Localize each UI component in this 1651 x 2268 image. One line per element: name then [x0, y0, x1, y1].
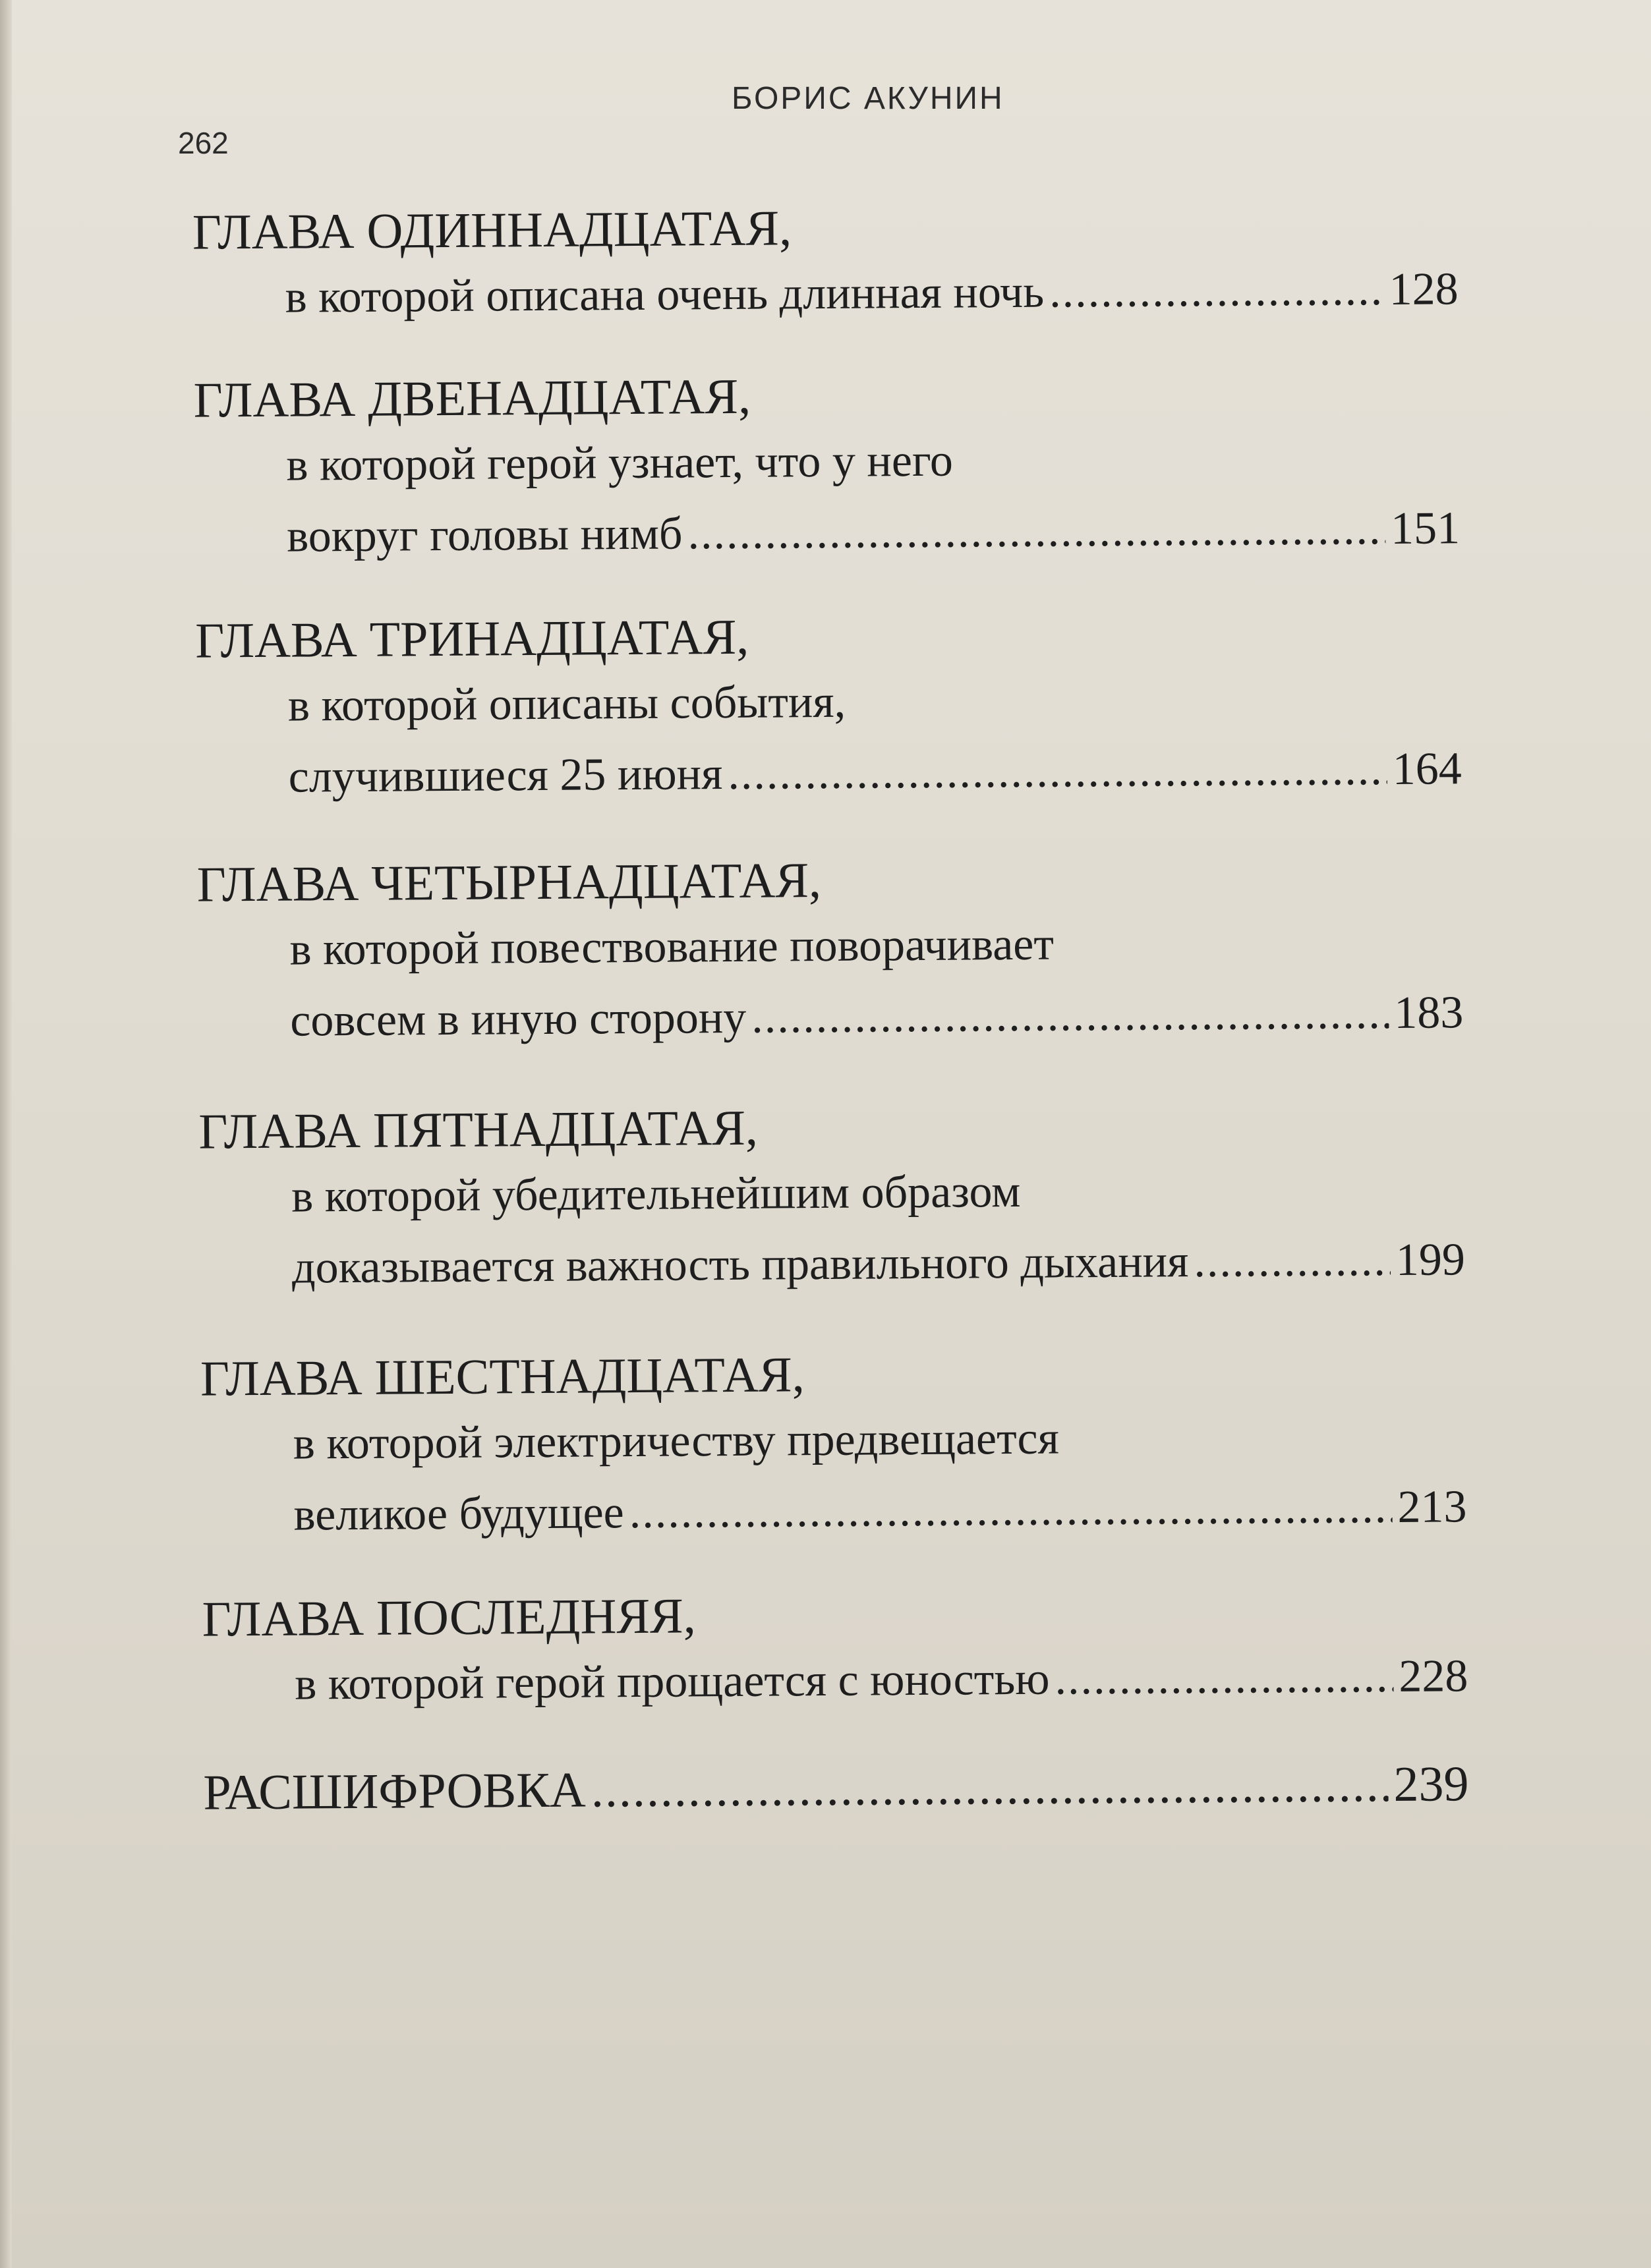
- toc-entry: [203, 1748, 1469, 1828]
- toc-leader-line: [192, 254, 1459, 333]
- chapter-subtitle: великое будущее: [293, 1487, 625, 1541]
- chapter-title: ГЛАВА ТРИНАДЦАТАЯ,: [195, 609, 749, 669]
- dot-leader: [1194, 1225, 1391, 1297]
- chapter-subtitle: в которой убедительнейшим образом: [291, 1166, 1021, 1222]
- chapter-subtitle: в которой герой узнает, что у него: [286, 435, 954, 491]
- chapter-title: ГЛАВА ПОСЛЕДНЯЯ,: [202, 1588, 696, 1647]
- toc-leader-line: [201, 1471, 1467, 1551]
- page-reference: 228: [1399, 1651, 1468, 1702]
- chapter-subtitle: случившиеся 25 июня: [288, 749, 723, 803]
- toc-leader-line: [198, 977, 1464, 1057]
- chapter-subtitle: в которой описаны события,: [287, 676, 846, 731]
- toc-entry: [192, 193, 1459, 333]
- running-head: БОРИС АКУНИН: [732, 81, 1004, 116]
- page-reference: 128: [1389, 264, 1459, 315]
- page-reference: 183: [1394, 987, 1464, 1038]
- chapter-subtitle: доказывается важность правильного дыхания: [291, 1236, 1189, 1293]
- dot-leader: [687, 494, 1385, 569]
- chapter-title: ГЛАВА ШЕСТНАДЦАТАЯ,: [200, 1347, 805, 1407]
- toc-entry: [197, 845, 1464, 1057]
- page-reference: 151: [1390, 503, 1461, 554]
- chapter-subtitle: в которой описана очень длинная ночь: [285, 266, 1045, 323]
- dot-leader: [1055, 1641, 1394, 1715]
- toc-entry: [200, 1340, 1467, 1551]
- toc-leader-line: [194, 493, 1461, 573]
- dot-leader: [1049, 254, 1384, 328]
- chapter-title: ГЛАВА ДВЕНАДЦАТАЯ,: [193, 368, 751, 428]
- chapter-subtitle: в которой повествование поворачивает: [289, 919, 1055, 975]
- dot-leader: [629, 1472, 1393, 1548]
- final-entry-label: РАСШИФРОВКА: [203, 1762, 587, 1821]
- chapter-title: ГЛАВА ЧЕТЫРНАДЦАТАЯ,: [196, 853, 822, 913]
- dot-leader: [751, 978, 1389, 1054]
- toc-entry: [198, 1092, 1465, 1304]
- chapter-subtitle: вокруг головы нимб: [286, 508, 683, 562]
- dot-leader: [728, 734, 1387, 810]
- chapter-subtitle: в которой герой прощается с юностью: [295, 1653, 1050, 1710]
- toc-leader-line: [203, 1748, 1469, 1828]
- toc-entry: [193, 361, 1460, 573]
- toc-leader-line: [200, 1224, 1466, 1304]
- page-reference: 164: [1392, 743, 1462, 795]
- page-reference: 199: [1395, 1234, 1466, 1286]
- toc-entry: [202, 1580, 1468, 1720]
- dot-leader: [591, 1749, 1388, 1825]
- page-number: 262: [178, 126, 229, 160]
- chapter-title: ГЛАВА ОДИННАДЦАТАЯ,: [192, 200, 792, 260]
- chapter-subtitle: в которой электричеству предвещается: [293, 1413, 1060, 1469]
- page-reference: 239: [1393, 1756, 1469, 1812]
- chapter-title: ГЛАВА ПЯТНАДЦАТАЯ,: [198, 1100, 759, 1160]
- chapter-subtitle: совсем в иную сторону: [290, 992, 747, 1046]
- toc-leader-line: [202, 1641, 1468, 1720]
- toc-entry: [195, 602, 1462, 813]
- toc-leader-line: [196, 733, 1462, 813]
- page-reference: 213: [1397, 1481, 1467, 1533]
